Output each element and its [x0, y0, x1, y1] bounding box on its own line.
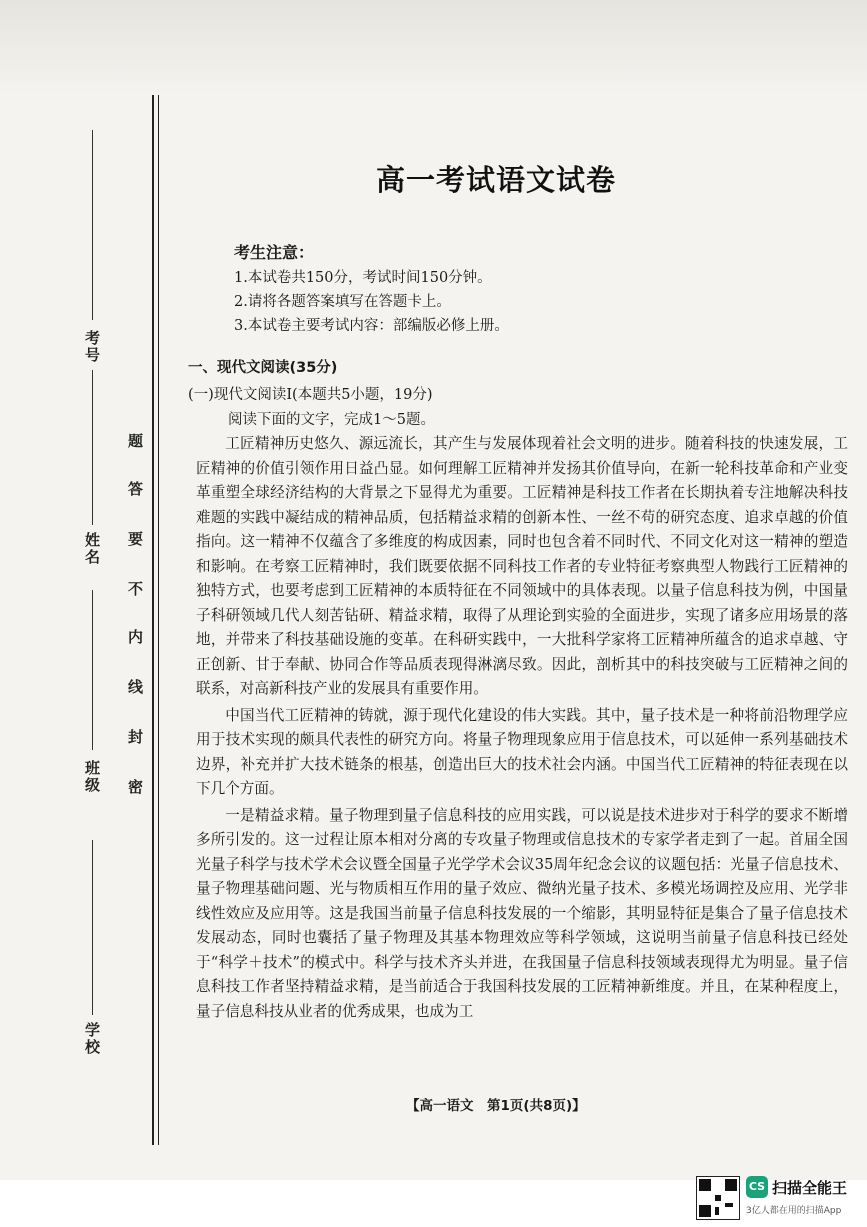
xingming-blank-line	[92, 370, 93, 525]
banji-blank-line	[92, 590, 93, 750]
seal-char: 不	[128, 580, 144, 598]
paragraph: 工匠精神历史悠久、源远流长，其产生与发展体现着社会文明的进步。随着科技的快速发展，工匠精神的价值引领作用日益凸显。如何理解工匠精神并发扬其价值导向，在新一轮科技革命和产业变革重塑全球经济结构的大背景之下显得尤为重要。工匠精神是科技工作者在长期执着专注地解决科技难题的实践中凝结成的精神品质，包括精益求精的创新本性、一丝不苟的研究态度、追求卓越的价值指向。这一精神不仅蕴含了多维度的构成因素，同时也包含着不同时代、不同文化对这一精神的塑造和影响。在考察工匠精神时，我们既要依据不同科技工作者的专业特征考察典型人物践行工匠精神的独特方式，也要考虑到工匠精神的本质特征在不同领域中的具体表现。以量子信息科技为例，中国量子科研领域几代人刻苦钻研、精益求精，取得了从理论到实验的全面进步，实现了诸多应用场景的落地，并带来了科技基础设施的变革。在科研实践中，一大批科学家将工匠精神所蕴含的追求卓越、守正创新、甘于奉献、协同合作等品质表现得淋漓尽致。因此，剖析其中的科技突破与工匠精神之间的联系，对高新科技产业的发展具有重要作用。	[196, 435, 848, 697]
binding-line	[152, 95, 154, 1145]
xuexiao-blank-line	[92, 840, 93, 1015]
seal-char: 封	[128, 728, 144, 746]
seal-char: 内	[128, 628, 144, 646]
paragraph: 一是精益求精。量子物理到量子信息科技的应用实践，可以说是技术进步对于科学的要求不断增多所引发的。这一过程让原本相对分离的专攻量子物理或信息技术的专家学者走到了一起。首届全国光量子科学与技术学术会议暨全国量子光学学术会议35周年纪念会议的议题包括：光量子信息技术、量子物理基础问题、光与物质相互作用的量子效应、微纳光量子技术、多模光场调控及应用、光学非线性效应及应用等。这是我国当前量子信息科技发展的一个缩影，其明显特征是集合了量子信息技术发展动态，同时也囊括了量子物理及其基本物理效应等科学领域，这说明当前量子信息科技已经处于“科学＋技术”的模式中。科学与技术齐头并进，在我国量子信息科技领域表现得尤为明显。量子信息科技工作者坚持精益求精，是当前适合于我国科技发展的工匠精神新维度。并且，在某种程度上，量子信息科技从业者的优秀成果，也成为工	[196, 806, 848, 1020]
qr-code-icon	[696, 1176, 740, 1220]
camscanner-tagline: 3亿人都在用的扫描App	[746, 1206, 842, 1216]
page-footer: 【高一语文 第1页(共8页)】	[406, 1098, 586, 1114]
notice-heading: 考生注意：	[234, 243, 315, 262]
reading-instruction: 阅读下面的文字，完成1～5题。	[228, 412, 435, 428]
section-heading: 一、现代文阅读(35分)	[188, 360, 338, 376]
label-xuexiao: 学校	[83, 1022, 101, 1056]
camscanner-name: 扫描全能王	[772, 1179, 848, 1197]
seal-char: 答	[128, 480, 144, 498]
label-xingming: 姓名	[83, 532, 101, 566]
notice-item: 3.本试卷主要考试内容：部编版必修上册。	[234, 318, 509, 334]
notice-item: 1.本试卷共150分，考试时间150分钟。	[234, 270, 492, 286]
seal-char: 线	[128, 678, 144, 696]
label-banji: 班级	[83, 760, 101, 794]
seal-char: 要	[128, 530, 144, 548]
binding-line-inner	[158, 95, 159, 1145]
subsection-heading: (一)现代文阅读Ⅰ(本题共5小题，19分)	[188, 387, 433, 403]
kaohao-blank-line	[92, 130, 93, 320]
seal-char: 题	[128, 432, 144, 450]
paragraph: 中国当代工匠精神的铸就，源于现代化建设的伟大实践。其中，量子技术是一种将前沿物理学应用于技术实现的颇具代表性的研究方向。将量子物理现象应用于信息技术，可以延伸一系列基础技术边界，补充并扩大技术链条的根基，创造出巨大的技术社会内涵。中国当代工匠精神的特征表现在以下几个方面。	[196, 706, 848, 797]
scan-shadow	[0, 0, 867, 95]
camscanner-logo-icon: CS	[746, 1176, 768, 1198]
exam-title: 高一考试语文试卷	[376, 163, 617, 197]
label-kaohao: 考号	[83, 330, 101, 364]
passage-body	[196, 432, 848, 1024]
notice-item: 2.请将各题答案填写在答题卡上。	[234, 294, 451, 310]
seal-char: 密	[128, 778, 144, 796]
